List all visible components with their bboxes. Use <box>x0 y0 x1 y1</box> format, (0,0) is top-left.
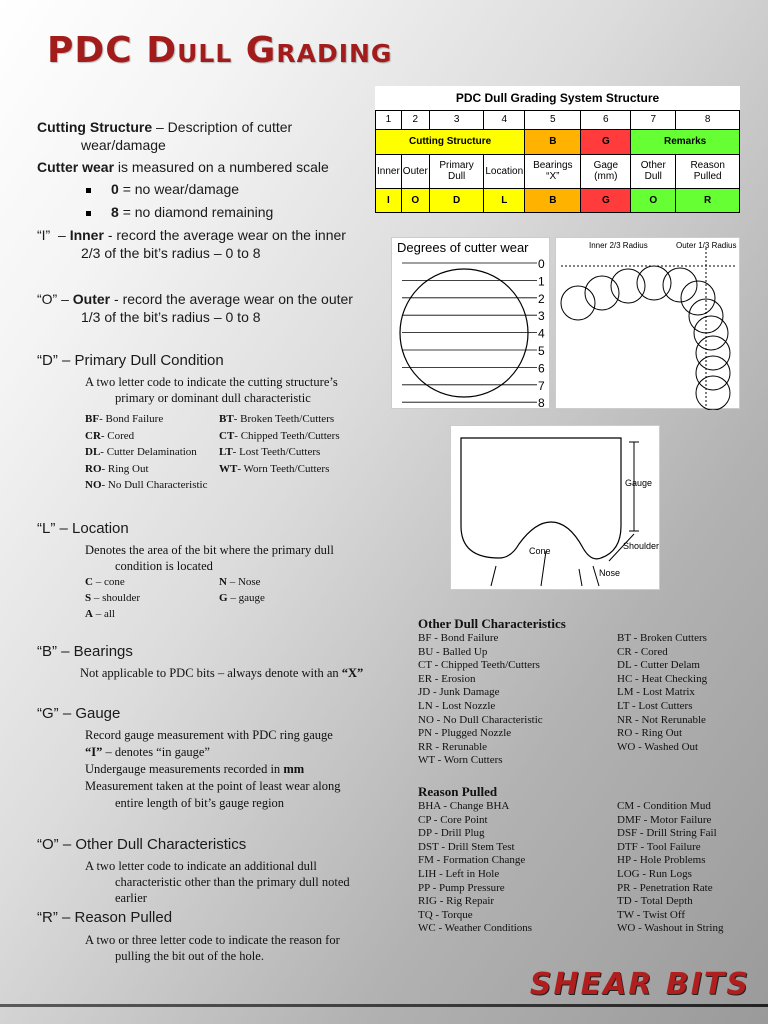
rp-right-list <box>617 800 723 936</box>
bearing-cell: B <box>525 129 581 154</box>
odc-item: LM - Lost Matrix <box>617 686 695 699</box>
location-code: S <box>85 592 92 604</box>
column-code: O <box>401 188 429 212</box>
odc-item: ER - Erosion <box>418 672 476 685</box>
reason-pulled-item: LOG - Run Logs <box>617 867 692 880</box>
gauge-label: Gauge <box>625 478 653 488</box>
shear-bits-logo: SHEAR BITS <box>529 967 750 1002</box>
dull-code-cell <box>219 411 353 428</box>
inner-radius-label: Inner 2/3 Radius <box>589 241 648 250</box>
location-head: “L” – Location <box>37 520 129 537</box>
location-code-desc: – Nose <box>229 576 261 588</box>
reason-pulled-item: DSF - Drill String Fail <box>617 827 717 840</box>
dull-desc-l2: primary or dominant dull characteristic <box>115 391 311 405</box>
odc-item: HC - Heat Checking <box>617 672 708 685</box>
column-label: Gage (mm) <box>581 154 631 188</box>
dull-code-desc: - Ring Out <box>101 462 149 475</box>
column-code: L <box>484 188 525 212</box>
location-code-cell <box>85 606 219 622</box>
reason-desc-l2: pulling the bit out of the hole. <box>115 949 264 963</box>
reason-desc-l1: A two or three letter code to indicate the reason for <box>85 933 340 947</box>
reason-pulled-item: CM - Condition Mud <box>617 800 711 812</box>
dull-code-row <box>85 477 353 494</box>
reason-head: “R” – Reason Pulled <box>37 909 173 926</box>
wear-tick-label: 1 <box>538 274 545 289</box>
wear-circle-svg <box>392 238 551 410</box>
location-code-row <box>85 606 353 622</box>
dull-code-desc: - Chipped Teeth/Cutters <box>234 429 340 442</box>
location-code: N <box>219 576 227 588</box>
bearings-head: “B” – Bearings <box>37 643 133 660</box>
column-label: Location <box>484 154 525 188</box>
location-code-desc: – shoulder <box>93 592 141 604</box>
location-code-cell <box>85 590 219 606</box>
location-code: G <box>219 592 228 604</box>
reason-pulled-item: TQ - Torque <box>418 908 473 921</box>
location-code: A <box>85 608 93 620</box>
location-code-cell <box>85 574 219 590</box>
dull-code: BT <box>219 413 234 425</box>
other-head: “O” – Other Dull Characteristics <box>37 836 247 853</box>
reason-pulled-item: CP - Core Point <box>418 813 488 826</box>
odc-item: NR - Not Rerunable <box>617 713 706 726</box>
wear-tick-label: 8 <box>538 396 545 410</box>
gauge-desc-l1: Record gauge measurement with PDC ring gauge <box>85 728 333 742</box>
location-code-row <box>85 590 353 606</box>
other-desc <box>85 858 350 906</box>
outer-desc2: 1/3 of the bit’s radius – 0 to 8 <box>81 309 261 325</box>
column-code: I <box>376 188 402 212</box>
odc-item: CR - Cored <box>617 645 668 658</box>
column-label: Other Dull <box>631 154 676 188</box>
reason-pulled-item: DMF - Motor Failure <box>617 813 712 826</box>
outer-name: Outer <box>72 291 111 307</box>
reason-desc <box>85 932 340 964</box>
location-code-desc: – all <box>95 608 115 620</box>
bearings-desc <box>80 665 363 681</box>
dull-code-desc: - Cored <box>100 429 135 442</box>
dull-code-desc: - Cutter Delamination <box>100 446 197 458</box>
inner-desc2: 2/3 of the bit’s radius – 0 to 8 <box>81 245 261 261</box>
outer-code: “O” <box>37 291 58 307</box>
odc-left-list <box>418 632 543 768</box>
page-title: PDC Dull Grading <box>47 30 393 71</box>
bearings-x: “X” <box>341 666 364 680</box>
cutter-position-circle <box>694 316 728 350</box>
dull-code: WT <box>219 462 238 475</box>
dull-code: DL <box>85 446 101 458</box>
cone-label: Cone <box>529 546 551 556</box>
odc-right-list <box>617 632 707 754</box>
bit-profile-svg <box>451 426 661 591</box>
bullet-key: 8 <box>111 204 119 220</box>
odc-item: NO - No Dull Characteristic <box>418 713 543 726</box>
dull-desc <box>85 374 338 406</box>
gauge-under-desc: Undergauge measurements recorded in <box>85 762 281 776</box>
radius-diagram <box>555 237 740 409</box>
grading-structure-table <box>375 86 740 213</box>
other-desc-l1: A two letter code to indicate an additional dull <box>85 859 317 873</box>
cutter-position-circle <box>696 376 730 410</box>
location-code-row <box>85 574 353 590</box>
reason-pulled-item: DST - Drill Stem Test <box>418 840 515 853</box>
column-code: D <box>429 188 484 212</box>
odc-item: JD - Junk Damage <box>418 686 500 699</box>
column-number: 2 <box>401 110 429 129</box>
bullet-icon <box>86 188 91 193</box>
shoulder-label: Shoulder <box>623 541 660 551</box>
odc-item: BU - Balled Up <box>418 645 488 658</box>
inner-name: Inner <box>69 227 104 243</box>
dull-code: NO <box>85 479 102 491</box>
cutting-structure-block <box>37 118 367 154</box>
cutting-structure-desc2: wear/damage <box>81 137 166 153</box>
location-code-cell <box>219 590 353 606</box>
reason-pulled-item: RIG - Rig Repair <box>418 895 495 908</box>
cutter-position-circle <box>696 356 730 390</box>
cutter-position-circle <box>696 336 730 370</box>
dull-code-cell <box>219 461 353 478</box>
reason-pulled-item: DTF - Tool Failure <box>617 840 701 853</box>
column-label: Outer <box>401 154 429 188</box>
dull-code-cell <box>219 428 353 445</box>
wear-tick-label: 2 <box>538 291 545 306</box>
odc-item: PN - Plugged Nozzle <box>418 727 512 740</box>
column-number: 6 <box>581 110 631 129</box>
column-number: 3 <box>429 110 484 129</box>
dull-code-desc: - Broken Teeth/Cutters <box>233 413 335 425</box>
wear-tick-label: 0 <box>538 257 545 271</box>
location-code-cell <box>219 606 353 622</box>
gauge-desc-l4: Measurement taken at the point of least wear along <box>85 779 341 793</box>
dull-code-desc: - No Dull Characteristic <box>101 479 208 491</box>
dull-head: “D” – Primary Dull Condition <box>37 352 224 369</box>
odc-item: WO - Washed Out <box>617 740 699 753</box>
dull-code-desc: - Bond Failure <box>99 413 164 425</box>
wear-title: Degrees of cutter wear <box>397 240 529 255</box>
dull-code: CR <box>85 429 101 442</box>
location-code: C <box>85 576 93 588</box>
bearings-desc-text: Not applicable to PDC bits – always denote with an <box>80 666 339 680</box>
odc-item: BT - Broken Cutters <box>617 632 707 644</box>
column-number: 5 <box>525 110 581 129</box>
dull-code-cell <box>219 444 353 461</box>
reason-pulled-item: LIH - Left in Hole <box>418 867 500 880</box>
reason-pulled-item: BHA - Change BHA <box>418 800 510 812</box>
column-code: B <box>525 188 581 212</box>
odc-item: BF - Bond Failure <box>418 632 499 644</box>
column-label: Reason Pulled <box>676 154 740 188</box>
dull-code: BF <box>85 413 100 425</box>
wear-tick-label: 7 <box>538 378 545 393</box>
wear-tick-label: 3 <box>538 309 545 324</box>
column-label: Bearings “X” <box>525 154 581 188</box>
cutter-wear-diagram <box>391 237 550 409</box>
rp-left-list <box>418 800 532 936</box>
column-label: Inner <box>376 154 402 188</box>
gauge-in-desc: – denotes “in gauge” <box>105 745 210 759</box>
dull-code-desc: - Lost Teeth/Cutters <box>232 446 321 458</box>
odc-item: DL - Cutter Delam <box>617 659 700 672</box>
cutter-wear-desc: is measured on a numbered scale <box>117 159 329 175</box>
dull-code-cell <box>219 477 353 494</box>
dull-code-row <box>85 461 353 478</box>
outer-desc: - record the average wear on the outer <box>114 291 353 307</box>
bullet-text: = no wear/damage <box>122 181 240 197</box>
cutter-wear-line <box>37 158 367 176</box>
cutting-structure-desc: – Description of cutter <box>156 119 293 135</box>
dull-codes-table <box>85 411 353 494</box>
cutter-position-circle <box>681 281 715 315</box>
grading-table-title: PDC Dull Grading System Structure <box>455 90 660 105</box>
wear-tick-label: 5 <box>538 344 545 358</box>
column-code: G <box>581 188 631 212</box>
gauge-desc-l5: entire length of bit’s gauge region <box>115 796 285 810</box>
reason-pulled-head: Reason Pulled <box>418 784 498 799</box>
cutting-structure-cell: Cutting Structure <box>376 129 525 154</box>
odc-head: Other Dull Characteristics <box>418 616 566 631</box>
reason-pulled-item: PR - Penetration Rate <box>617 881 713 894</box>
dull-code-row <box>85 428 353 445</box>
dull-code-cell <box>85 444 219 461</box>
odc-item: RO - Ring Out <box>617 727 683 740</box>
reason-pulled-item: TW - Twist Off <box>617 908 685 921</box>
location-desc <box>85 542 334 574</box>
reason-pulled-item: WO - Washout in String <box>617 922 724 935</box>
bullet-key: 0 <box>111 181 119 197</box>
gauge-in-code: “I” <box>85 745 103 759</box>
location-code-desc: – gauge <box>230 592 265 604</box>
column-number: 8 <box>676 110 740 129</box>
reason-pulled-item: HP - Hole Problems <box>617 854 706 867</box>
location-desc-l2: condition is located <box>115 559 213 573</box>
cutter-position-circle <box>663 268 697 302</box>
column-label: Primary Dull <box>429 154 484 188</box>
inner-block: “I” – Inner - record the average wear on the inner 2/3 of the bit’s radius – 0 to 8 <box>37 226 382 262</box>
reason-pulled-item: FM - Formation Change <box>418 854 526 867</box>
column-number: 1 <box>376 110 402 129</box>
nose-label: Nose <box>599 568 621 578</box>
gauge-mm: mm <box>283 762 305 776</box>
dull-code-cell <box>85 461 219 478</box>
bullet-8 <box>86 203 273 221</box>
odc-item: LT - Lost Cutters <box>617 699 693 712</box>
location-code-cell <box>219 574 353 590</box>
column-number: 7 <box>631 110 676 129</box>
wear-tick-label: 6 <box>538 361 545 376</box>
reason-pulled-item: WC - Weather Conditions <box>418 922 533 935</box>
bullet-text: = no diamond remaining <box>122 204 274 220</box>
odc-item: RR - Rerunable <box>418 740 488 753</box>
dull-code-row <box>85 444 353 461</box>
radius-svg <box>556 238 741 410</box>
cutting-structure-head: Cutting Structure <box>37 119 153 135</box>
bullet-0 <box>86 180 239 198</box>
odc-item: LN - Lost Nozzle <box>418 699 496 712</box>
footer-divider <box>0 1004 768 1007</box>
dull-code-row <box>85 411 353 428</box>
cutter-position-circle <box>561 286 595 320</box>
outer-block: “O” – Outer - record the average wear on the outer 1/3 of the bit’s radius – 0 to 8 <box>37 290 382 326</box>
inner-code: “I” <box>37 227 51 243</box>
dull-code: RO <box>85 462 102 475</box>
column-number: 4 <box>484 110 525 129</box>
location-desc-l1: Denotes the area of the bit where the primary dull <box>85 543 334 557</box>
cutter-position-circle <box>585 276 619 310</box>
dull-code-cell <box>85 411 219 428</box>
other-desc-l3: earlier <box>115 891 147 905</box>
reason-pulled-item: TD - Total Depth <box>617 895 693 908</box>
cutter-wear-head: Cutter wear <box>37 159 115 175</box>
column-code: R <box>676 188 740 212</box>
dull-code-cell <box>85 428 219 445</box>
bullet-icon <box>86 211 91 216</box>
outer-radius-label: Outer 1/3 Radius <box>676 241 737 250</box>
gauge-head: “G” – Gauge <box>37 705 121 722</box>
odc-item: CT - Chipped Teeth/Cutters <box>418 659 540 672</box>
dull-desc-l1: A two letter code to indicate the cutting structure’s <box>85 375 338 389</box>
location-codes-table <box>85 574 353 622</box>
remarks-cell: Remarks <box>631 129 740 154</box>
odc-item: WT - Worn Cutters <box>418 754 503 767</box>
dull-code: CT <box>219 429 235 442</box>
dull-code-cell <box>85 477 219 494</box>
reason-pulled-item: DP - Drill Plug <box>418 827 485 840</box>
reason-pulled-item: PP - Pump Pressure <box>418 881 505 894</box>
dull-code-desc: - Worn Teeth/Cutters <box>237 462 330 475</box>
dull-code: LT <box>219 446 233 458</box>
inner-desc: - record the average wear on the inner <box>107 227 346 243</box>
location-code-desc: – cone <box>95 576 125 588</box>
bit-profile-diagram <box>450 425 660 590</box>
gauge-cell: G <box>581 129 631 154</box>
other-desc-l2: characteristic other than the primary dull noted <box>115 875 350 889</box>
wear-tick-label: 4 <box>538 326 545 341</box>
gauge-desc <box>85 727 340 812</box>
column-code: O <box>631 188 676 212</box>
